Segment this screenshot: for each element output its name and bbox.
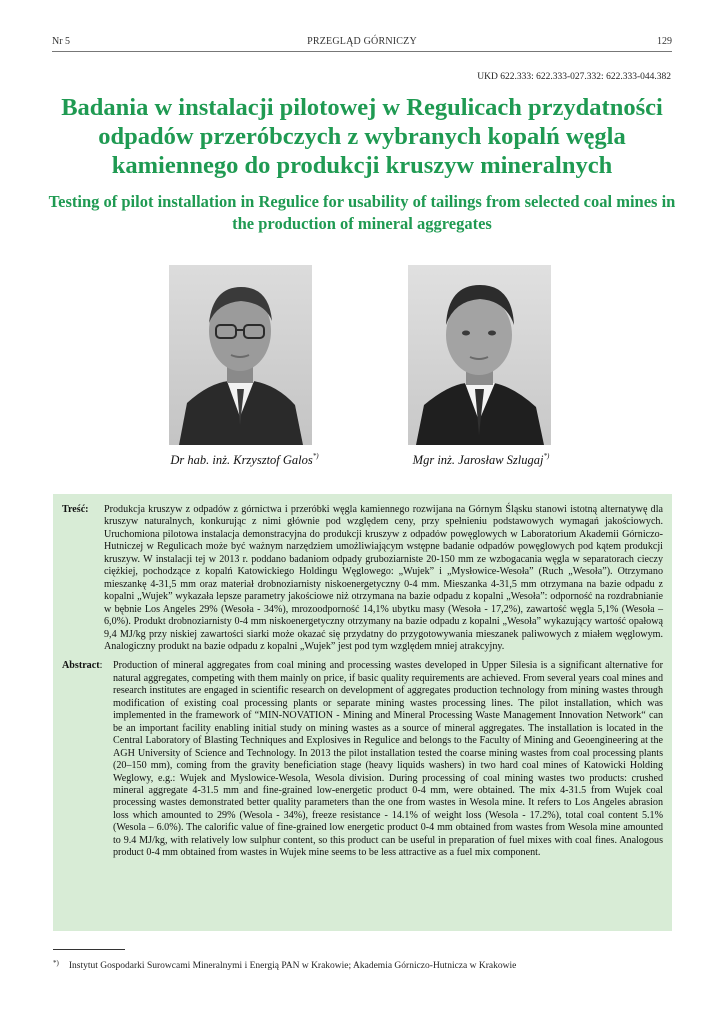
page-number: 129 (657, 36, 672, 47)
portrait-1-graphic (169, 265, 312, 445)
footnote-divider (53, 949, 125, 950)
abstract-english-label (62, 660, 102, 672)
ukd-classification: UKD 622.333: 622.333-027.332: 622.333-044.382 (477, 72, 671, 82)
abstract-polish-label: Treść: (62, 504, 89, 515)
running-header (52, 36, 672, 50)
article-title-polish: Badania w instalacji pilotowej w Regulicach przydatności odpadów przeróbczych z wybranych kopalń węgla kamiennego do produkcji kruszyw mineralnych (61, 94, 663, 179)
article-title-english: Testing of pilot installation in Regulice for usability of tailings from selected coal mines in the production of mineral aggregates (48, 192, 676, 233)
journal-name: PRZEGLĄD GÓRNICZY (307, 36, 417, 47)
footnote-mark: *) (53, 959, 59, 967)
abstract-english (62, 660, 663, 859)
affiliation-mark: *) (543, 452, 550, 460)
affiliation-mark: *) (312, 452, 319, 460)
author-name: Mgr inż. Jarosław Szlugaj (412, 453, 544, 467)
abstract-polish (62, 504, 663, 653)
abstract-english-label-word: Abstract (62, 660, 100, 672)
author-caption-szlugaj (393, 452, 569, 468)
abstract-english-label-colon: : (99, 660, 103, 672)
author-caption-galos (152, 452, 337, 468)
author-photo-galos (169, 265, 312, 445)
footnote (53, 959, 516, 971)
abstract-english-text: Production of mineral aggregates from coal mining and processing wastes developed in Upper Silesia is a significant alternative for natural aggregates, competing with them mainly on price, if basic quality requirements are achieved. From several years coal mines and research institutes are engaged in scientific research on development of aggregates production technology from mining wastes through modification of existing coal processing plants or separate mining wastes processing lines. The pilot installation, which was implemented in the framework of “MIN-NOVATION - Mining and Mineral Processing Waste Management Innovation Network“ can be an important facility enabling initial study on mining wastes as a source of mineral aggregates. The installation is located in the Central Laboratory of Blasting Techniques and Explosives in Regulice and belongs to the Faculty of Mining and Geoengineering at the AGH University of Science and Technology. In 2013 the pilot installation tested the coarse mining wastes from coal processing plants (20–150 mm), coming from the gravity beneficiation stage (heavy liquids washers) in two hard coal mines of Katowicki Holding Weglowy, e.g.: Wujek and Myslowice-Wesola, Wesola division. During processing of coal mining wastes two products: crushed mineral aggregate 4-31.5 mm and fine-grained low-energetic product 0-4 mm, were obtained. The mix 4-31.5 from Wujek coal processing wastes demonstrated better quality parameters than the one from wastes in Wesola mine. It refers to Los Angeles abrasion loss which amounted to 29% (Wesola - 34%), freeze resistance - 14.1% of weight loss (Wesola - 17.2%), total coal content 5.1% (Wesola – 6.0%). The calorific value of fine-grained low energetic product 0-4 mm obtained from wastes from Wesola mine amounted to 9.4 MJ/kg, with relatively low sulphur content, so this product can be useful in preparation of fuel mixes with coal fines. Analogous product 0-4 mm obtained from wastes in Wujek mine seems to be less attractive as a fuel mix component. (113, 660, 663, 859)
header-divider (52, 51, 672, 52)
portrait-2-graphic (408, 265, 551, 445)
abstract-box (53, 494, 672, 931)
author-photo-szlugaj (408, 265, 551, 445)
author-name: Dr hab. inż. Krzysztof Galos (170, 453, 313, 467)
abstract-polish-text: Produkcja kruszyw z odpadów z górnictwa i przeróbki węgla kamiennego rozwijana na Górnym Śląsku stanowi istotną alternatywę dla kruszyw naturalnych, konkurując z nimi głównie pod względem ceny, przy spełnieniu podstawowych wymagań jakościowych. Uruchomiona pilotowa instalacja demonstracyjna do produkcji kruszyw z odpadów powęglowych w Laboratorium Akademii Górniczo-Hutniczej w Regulicach może być ważnym narzędziem umożliwiającym wstępne badanie odpadów powęglowych pod kątem produkcji kruszyw. W instalacji tej w 2013 r. poddano badaniom odpady gruboziarniste 20-150 mm ze wzbogacania węgla w separatorach cieczy ciężkiej, pochodzące z kopalń Katowickiego Holdingu Węglowego: „Wujek” i „Mysłowice-Wesoła” (Ruch „Wesoła”). Otrzymano mieszankę 4-31,5 mm oraz materiał drobnoziarnisty niskoenergetyczny 0-4 mm. Mieszanka 4-31,5 mm otrzymana na bazie odpadu z kopalni „Wujek” wykazała lepsze parametry jakościowe niż otrzymana na bazie odpadu z kopalni „Wesoła”: odporność na rozdrabnianie w bębnie Los Angeles 29% (Wesoła - 34%), mrozoodporność 14,1% ubytku masy (Wesoła - 17,2%), zawartość węgla 5,1% (Wesoła – 6,0%). Produkt drobnoziarnisty 0-4 mm niskoenergetyczny otrzymany na bazie odpadu z kopalni „Wesoła” wykazujący wartość opałową 9,4 MJ/kg przy niskiej zawartości siarki może okazać się przydatny do przygotowywania mieszanek paliwowych z miałem węglowym. Analogiczny produkt na bazie odpadu z kopalni „Wujek” jest pod tym względem mniej atrakcyjny. (104, 504, 663, 652)
footnote-text: Instytut Gospodarki Surowcami Mineralnymi i Energią PAN w Krakowie; Akademia Górniczo-Hutnicza w Krakowie (68, 961, 517, 971)
issue-number: Nr 5 (52, 36, 71, 47)
